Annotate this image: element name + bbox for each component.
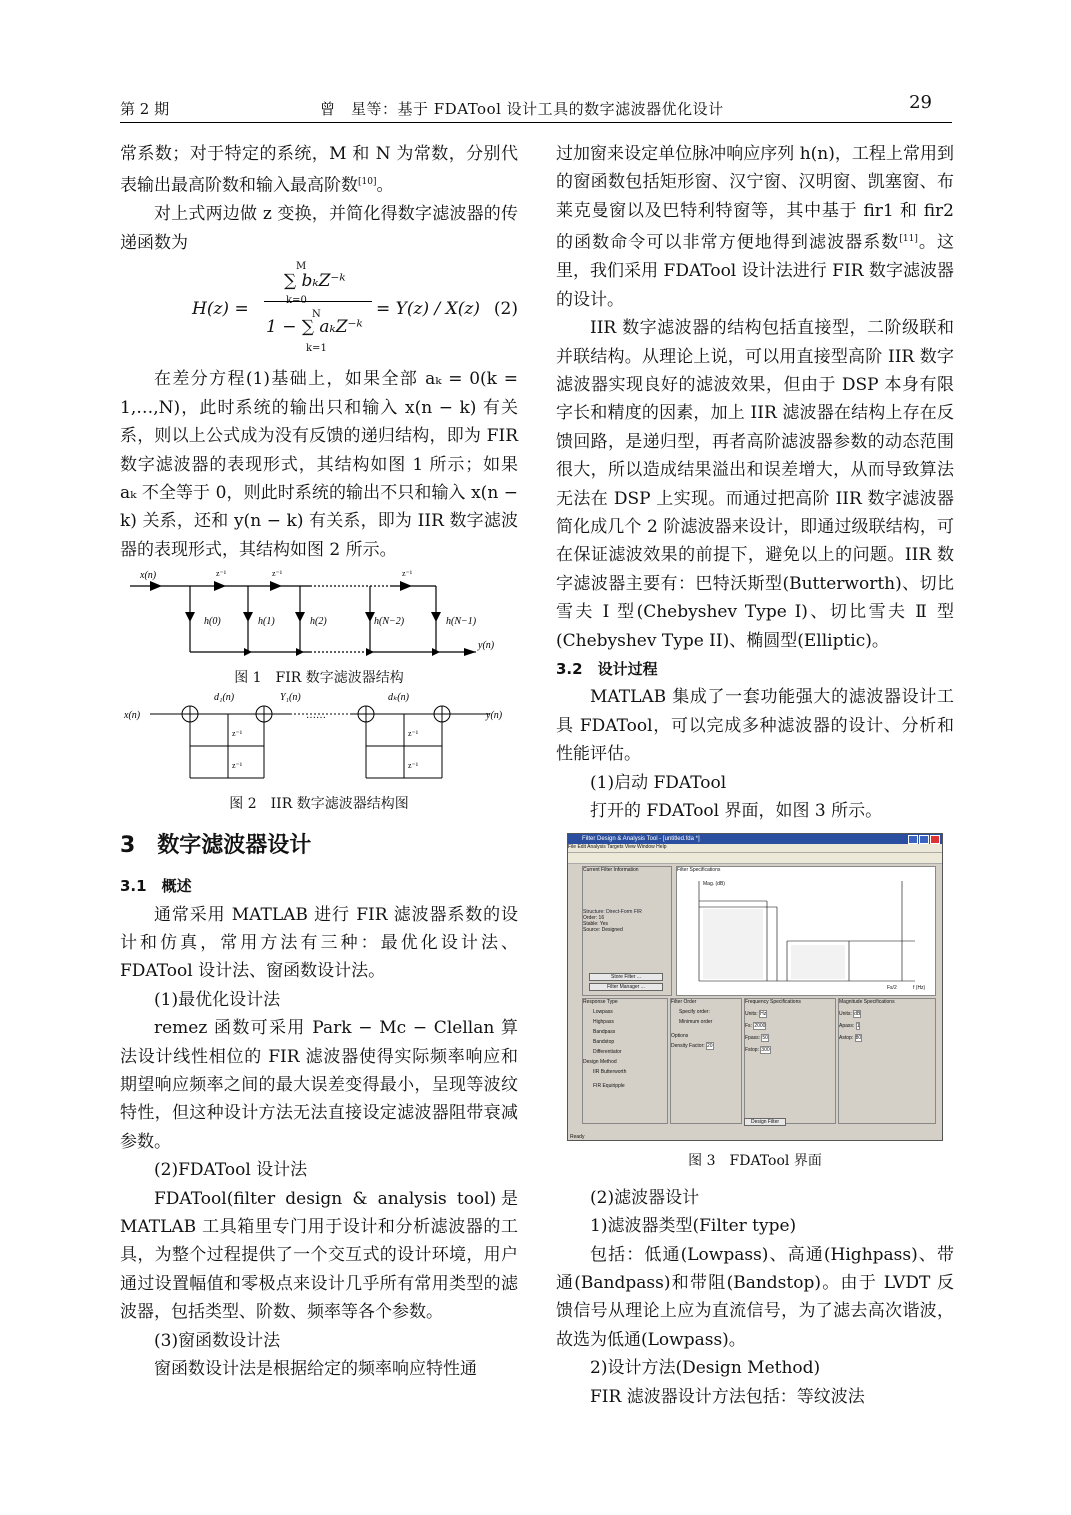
panel-title: Frequency Specifications [745,999,801,1006]
mag-units-dropdown[interactable]: dB [854,1011,861,1018]
fig1-z-label: z⁻¹ [216,569,227,579]
figure-2-caption: 图 2 IIR 数字滤波器结构图 [229,796,409,813]
fstop-input[interactable]: 300 [761,1047,770,1054]
fig2-y1-label: Y₁(n) [280,692,301,704]
density-label: Density Factor: [671,1043,705,1050]
fig2-ellipsis: …… [306,710,326,722]
fpass-input[interactable]: 50 [762,1035,768,1042]
astop-label: Astop: [839,1035,854,1042]
eq-sum-upper: N [312,309,321,321]
eq-numerator: ∑ bₖZ⁻ᵏ [284,271,346,292]
radio-bandstop[interactable]: Bandstop [593,1039,615,1046]
paragraph: 打开的 FDATool 界面，如图 3 所示。 [590,801,883,821]
paragraph: (3)窗函数设计法 [154,1330,281,1351]
spec-plot [677,867,935,995]
radio-lowpass[interactable]: Lowpass [593,1009,613,1016]
response-type-panel [582,998,668,1124]
paragraph: (1)最优化设计法 [154,989,281,1010]
paragraph: 对上式两边做 z 变换，并简化得数字滤波器的传递函数为 [120,204,518,253]
figure-3-caption: 图 3 FDATool 界面 [688,1153,822,1170]
fig1-x-label: x(n) [140,570,157,582]
fig1-z-label: z⁻¹ [402,569,413,579]
section-3-2-heading: 3.2 设计过程 [556,659,658,678]
figure-1-caption: 图 1 FIR 数字滤波器结构 [234,670,404,687]
issue-number: 第 2 期 [120,100,170,118]
page-number: 29 [909,92,932,113]
panel-title: Magnitude Specifications [839,999,895,1006]
frequency-axis-label: f (Hz) [913,985,926,992]
eq-denominator: 1 − ∑ aₖZ⁻ᵏ [266,317,363,338]
paragraph: 过加窗来设定单位脉冲响应序列 h(n)，工程上常用到的窗函数包括矩形窗、汉宁窗、汉明窗、凯塞窗、布莱克曼窗以及巴特利特窗等，其中基于 fir1 和 fir2 的函数命令可以非常方便地得到滤波器系数[11]。这里，我们采用 FDATool 设计法进行 FIR 数字滤波器的设计。 [556,144,955,310]
units-dropdown[interactable]: Hz [760,1011,767,1018]
section-3-heading: 3 数字滤波器设计 [120,833,312,859]
source-info: Source: Designed [583,927,623,934]
filter-manager-button[interactable]: Filter Manager ... [589,983,663,991]
fig2-x-label: x(n) [124,710,141,722]
eq-lhs: H(z) = [192,299,249,320]
panel-title: Filter Order [671,999,697,1006]
fig2-z-label: z⁻¹ [408,729,419,739]
radio-differentiator[interactable]: Differentiator [593,1049,622,1056]
design-filter-button[interactable]: Design Filter [744,1118,786,1126]
section-3-1-heading: 3.1 概述 [120,877,192,896]
eq-rhs: = Y(z) / X(z) [376,299,480,320]
fpass-label: Fpass: [745,1035,761,1042]
close-icon [930,835,940,844]
status-bar: Ready [570,1134,585,1141]
paragraph: (2)滤波器设计 [590,1187,700,1208]
apass-input[interactable]: 1 [856,1023,860,1030]
radio-minimum-order[interactable]: Minimum order [679,1019,713,1026]
fig1-h-label: h(1) [258,616,275,628]
fig2-z-label: z⁻¹ [232,729,243,739]
fig2-y-label: y(n) [486,710,503,722]
figure-2 [120,688,518,818]
structure-info: Structure: Direct-Form FIR [583,909,642,916]
paragraph: 包括：低通(Lowpass)、高通(Highpass)、带通(Bandpass)和带阻(Bandstop)。由于 LVDT 反馈信号从理论上应为直流信号，为了滤去高次谐波，故选为低通(Lowpass)。 [556,1244,954,1350]
radio-specify-order[interactable]: Specify order: [679,1009,710,1016]
paragraph: 在差分方程(1)基础上，如果全部 aₖ = 0(k = 1,…,N)，此时系统的输出只和输入 x(n − k) 有关系，则以上公式成为没有反馈的递归结构，即为 FIR 数字滤波器的表现形式，其结构如图 1 所示；如果 aₖ 不全等于 0，则此时系统的输出不只和输入 x(n − k) 关系，还和 y(n − k) 有关系，即为 IIR 数字滤波器的表现形式，其结构如图 2 所示。 [120,369,518,560]
running-header [120,92,952,123]
paragraph: (2)FDATool 设计法 [154,1160,308,1181]
fig2-dk-label: dₖ(n) [388,692,409,704]
astop-input[interactable]: 80 [855,1035,862,1042]
fig2-d1-label: d₁(n) [214,692,235,704]
paragraph: 1)滤波器类型(Filter type) [590,1216,797,1237]
citation: [11] [899,234,918,245]
fstop-label: Fstop: [745,1047,759,1054]
magnitude-specifications-panel [838,998,936,1124]
figure-1 [120,568,518,688]
eq-sum-lower: k=0 [286,295,307,307]
paragraph: 2)设计方法(Design Method) [590,1358,821,1379]
eq-sum-upper: M [296,261,307,273]
paragraph: (1)启动 FDATool [590,772,727,793]
panel-title: Filter Specifications [677,867,721,874]
store-filter-button[interactable]: Store Filter ... [589,973,663,981]
paragraph: FIR 滤波器设计方法包括：等纹波法 [590,1386,865,1407]
fdatool-title-bar: Filter Design & Analysis Tool - [untitled.fda *] [568,834,942,844]
fig2-z-label: z⁻¹ [408,761,419,771]
magnitude-axis-label: Mag. (dB) [703,881,725,888]
apass-label: Apass: [839,1023,855,1030]
fir-dropdown[interactable]: Equiripple [602,1083,625,1090]
citation: [10] [358,177,377,188]
fir-structure-diagram [120,568,518,664]
radio-iir[interactable]: IIR Butterworth [593,1069,627,1076]
density-factor-input[interactable]: 20 [707,1043,713,1050]
fdatool-toolbar [568,853,942,864]
units-label: Units: [745,1011,758,1018]
left-column [120,140,518,1383]
eq-sum-lower: k=1 [306,343,327,355]
panel-title: Design Method [583,1059,617,1066]
frequency-specifications-panel [744,998,836,1124]
fdatool-screenshot [567,833,943,1141]
paragraph: 常系数；对于特定的系统，M 和 N 为常数，分别代表输出最高阶数和输入最高阶数[10]。 [120,144,518,197]
fig1-z-label: z⁻¹ [272,569,283,579]
eq-number: (2) [493,299,518,320]
iir-structure-diagram [120,688,518,792]
paragraph: remez 函数可采用 Park − Mc − Clellan 算法设计线性相位的 FIR 滤波器使得实际频率响应和期望响应频率之间的最大误差变得最小，呈现等波纹特性，但这种设计方法无法直接设定滤波器阻带衰减参数。 [120,1018,518,1152]
right-column [556,140,954,1411]
current-filter-panel [582,866,672,996]
filter-specifications-panel [676,866,936,996]
panel-title: Current Filter Information [583,867,639,874]
fig2-z-label: z⁻¹ [232,761,243,771]
paragraph: 窗函数设计法是根据给定的频率响应特性通 [154,1359,477,1380]
paragraph: 通常采用 MATLAB 进行 FIR 滤波器系数的设计和仿真，常用方法有三种：最优化设计法、FDATool 设计法、窗函数设计法。 [120,904,518,982]
order-info: Order: 16 [583,915,605,922]
fig1-h-label: h(2) [310,616,327,628]
minimize-icon [908,835,918,844]
paragraph: MATLAB 集成了一套功能强大的滤波器设计工具 FDATool，可以完成多种滤波器的设计、分析和性能评估。 [556,687,954,765]
fdatool-menu-bar: File Edit Analysis Targets View Window Help [568,844,942,853]
maximize-icon [919,835,929,844]
radio-bandpass[interactable]: Bandpass [593,1029,616,1036]
running-title: 曾 星等：基于 FDATool 设计工具的数字滤波器优化设计 [320,100,724,118]
units-label: Units: [839,1011,852,1018]
equation-2 [120,257,518,365]
paragraph: FDATool(filter design & analysis tool)是 MATLAB 工具箱里专门用于设计和分析滤波器的工具，为整个过程提供了一个交互式的设计环境，用户通过设置幅值和零极点来设计几乎所有常用类型的滤波器，包括类型、阶数、频率等各个参数。 [120,1188,518,1323]
radio-highpass[interactable]: Highpass [593,1019,614,1026]
fig1-h-label: h(0) [204,616,221,628]
fig1-y-label: y(n) [478,640,495,652]
fig1-h-label: h(N−1) [446,616,477,628]
fig1-h-label: h(N−2) [374,616,405,628]
paragraph: IIR 数字滤波器的结构包括直接型，二阶级联和并联结构。从理论上说，可以用直接型高阶 IIR 数字滤波器实现良好的滤波效果，但由于 DSP 本身有限字长和精度的因素，加上 IIR 滤波器在结构上存在反馈回路，是递归型，再者高阶滤波器参数的动态范围很大，所以造成结果溢出和误差增大，从而导致算法无法在 DSP 上实现。而通过把高阶 IIR 数字滤波器简化成几个 2 阶滤波器来设计，即通过级联结构，可在保证滤波效果的前提下，避免以上的问题。IIR 数字滤波器主要有：巴特沃斯型(Butterworth)、切比雪夫 I 型(Chebyshev Type I)、切比雪夫 Ⅱ 型(Chebyshev Type II)、椭圆型(Elliptic)。 [556,318,954,651]
filter-order-panel [670,998,742,1124]
panel-title: Response Type [583,999,618,1006]
panel-title: Options [671,1033,689,1040]
fs-input[interactable]: 2000 [754,1023,766,1030]
radio-fir[interactable]: FIR Equiripple [593,1083,625,1090]
fs-label: Fs: [745,1023,752,1030]
iir-dropdown[interactable]: Butterworth [600,1069,627,1076]
fs2-label: Fs/2 [887,985,897,992]
stable-info: Stable: Yes [583,921,609,928]
